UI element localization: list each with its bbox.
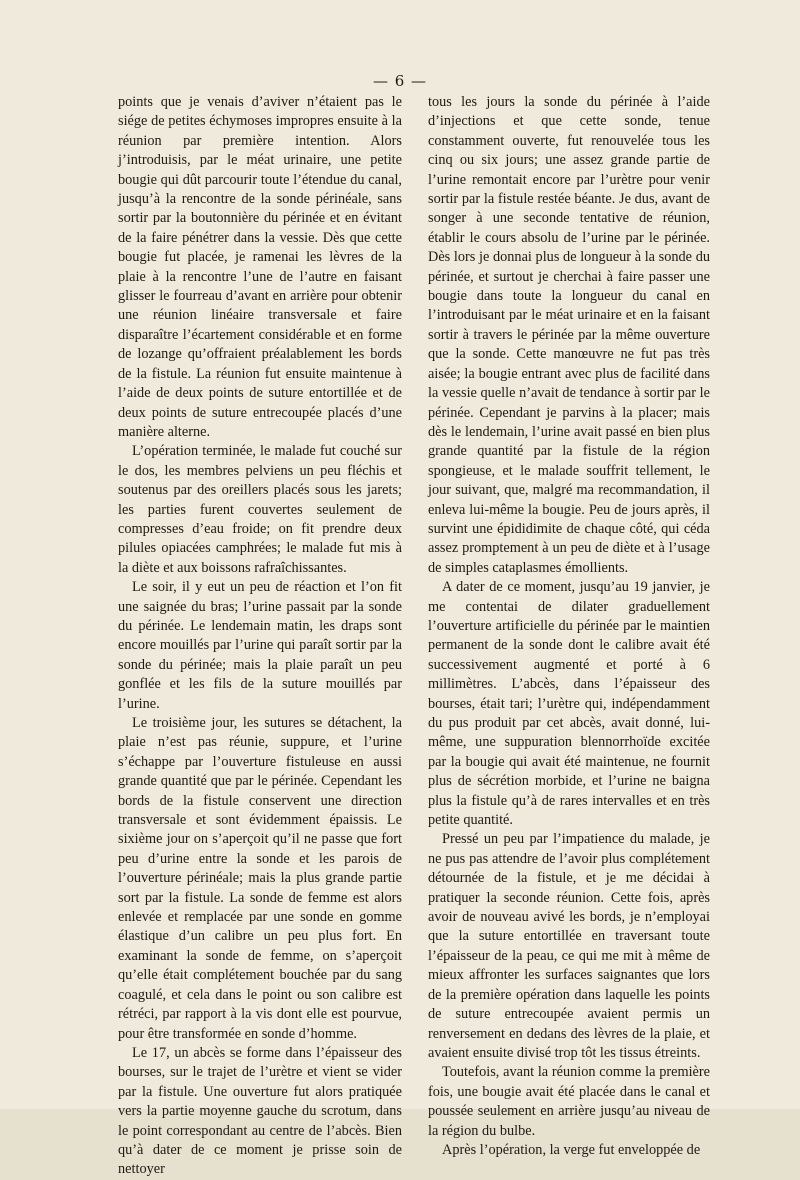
text-column-right: [428, 93, 710, 1160]
paragraph: Après l’opération, la verge fut enveloppée de: [442, 1141, 701, 1158]
paragraph: Le 17, un abcès se forme dans l’épaisseur des bourses, sur le trajet de l’urètre et vient se vider par la fistule. Une ouverture fut alors pratiquée vers la partie moyenne gauche du scrotum, dans le point correspondant au centre de l’abcès. Bien qu’à dater de ce moment je prisse soin de nettoyer: [118, 1044, 402, 1178]
paragraph: A dater de ce moment, jusqu’au 19 janvier, je me contentai de dilater graduellement l’ouverture artificielle du périnée par le maintien permanent de la sonde dont le calibre avait été successivement augmenté et porté à 6 millimètres. L’abcès, dans l’épaisseur des bourses, était tari; l’urètre qui, indépendamment du pus produit par cet abcès, avait donné, lui-même, une suppuration blennorrhoïde excitée par la bougie qui avait été maintenue, ne fournit plus de sécrétion morbide, et l’urine ne baigna plus la fistule qu’à de rares intervalles et en très petite quantité.: [428, 579, 710, 829]
paragraph: Pressé un peu par l’impatience du malade, je ne pus pas attendre de l’avoir plus complétement détournée de la fistule, et je me décidai à pratiquer la seconde réunion. Cette fois, après avoir de nouveau avivé les bords, je n’employai que la suture entortillée en traversant toute l’épaisseur de la peau, ce qui me mit à même de mieux affronter les surfaces saignantes que lors de la première opération dans laquelle les points de suture entrecoupée avaient permis un renversement en dedans des lèvres de la plaie, et avaient ensuite divisé trop tôt les tissus étreints.: [428, 831, 710, 1061]
paragraph: tous les jours la sonde du périnée à l’aide d’injections et que cette sonde, tenue constamment ouverte, fut renouvelée tous les cinq ou six jours; une assez grande partie de l’urine remontait encore par l’urètre pour venir sortir par la fistule restée béante. Je dus, avant de songer à une seconde tentative de réunion, établir le cours absolu de l’urine par le périnée. Dès lors je donnai plus de longueur à la sonde du périnée, et surtout je cherchai à faire passer une bougie dans toute la longueur du canal en l’introduisant par le méat urinaire et en la faisant sortir à travers le périnée par la même ouverture que la sonde. Cette manœuvre ne fut pas très aisée; la bougie entrant avec plus de facilité dans la vessie quelle n’avait de tendance à sortir par le périnée. Cependant je parvins à la placer; mais dès le lendemain, l’urine avait passé en bien plus grande quantité par la fistule de la région spongieuse, et le malade souffrit tellement, le jour suivant, que, malgré ma recommandation, il enleva lui-même la bougie. Peu de jours après, il survint une épididimite de chaque côté, qui céda assez promptement à un peu de diète et à l’usage de simples cataplasmes émollients.: [428, 94, 710, 576]
text-column-left: [118, 93, 402, 1180]
paragraph: Toutefois, avant la réunion comme la première fois, une bougie avait été placée dans le canal et poussée seulement en arrière jusqu’au niveau de la région du bulbe.: [428, 1064, 710, 1139]
paragraph: Le soir, il y eut un peu de réaction et l’on fit une saignée du bras; l’urine passait par la sonde du périnée. Le lendemain matin, les draps sont encore mouillés par l’urine qui paraît sortir par la sonde du périnée; mais la plaie paraît un peu gonflée et les fils de la suture mouillés par l’urine.: [118, 579, 402, 712]
paragraph: Le troisième jour, les sutures se détachent, la plaie n’est pas réunie, suppure, et l’urine s’échappe par l’ouverture fistuleuse en aussi grande quantité que par le périnée. Cependant les bords de la fistule conservent une direction transversale et sont évidemment épaissis. Le sixième jour on s’aperçoit qu’il ne passe que fort peu d’urine entre la sonde et les parois de l’ouverture périnéale; mais la plus grande partie sort par la fistule. La sonde de femme est alors enlevée et remplacée par une sonde en gomme élastique d’un calibre un peu plus fort. En examinant la sonde de femme, on s’aperçoit qu’elle était complétement bouchée par du sang coagulé, et cela dans le point ou son calibre est rétréci, par rapport à la vis dont elle est pourvue, pour être transformée en sonde d’homme.: [118, 715, 402, 1042]
paragraph: L’opération terminée, le malade fut couché sur le dos, les membres pelviens un peu fléchis et soutenus par des oreillers placés sous les jarets; les parties furent couvertes seulement de compresses d’eau froide; on fit prendre deux pilules opiacées camphrées; le malade fut mis à la diète et aux boissons rafraîchissantes.: [118, 443, 402, 576]
page-number: — 6 —: [372, 72, 428, 90]
paragraph: points que je venais d’aviver n’étaient pas le siége de petites échymoses impropres ensuite à la réunion par première intention. Alors j’introduisis, par le méat urinaire, une petite bougie qui dût parcourir toute l’étendue du canal, jusqu’à la rencontre de la sonde périnéale, sans sortir par la boutonnière du périnée et en évitant de la faire pénétrer dans la vessie. Dès que cette bougie fut placée, je ramenai les lèvres de la plaie à la rencontre l’une de l’autre en faisant glisser le fourreau d’avant en arrière pour obtenir une réunion linéaire transversale et faire disparaître l’écartement considérable et en forme de lozange qu’offraient préalablement les bords de la fistule. La réunion fut ensuite maintenue à l’aide de deux points de suture entortillée et de deux points de suture entrecoupée placés d’une manière alterne.: [118, 94, 402, 440]
